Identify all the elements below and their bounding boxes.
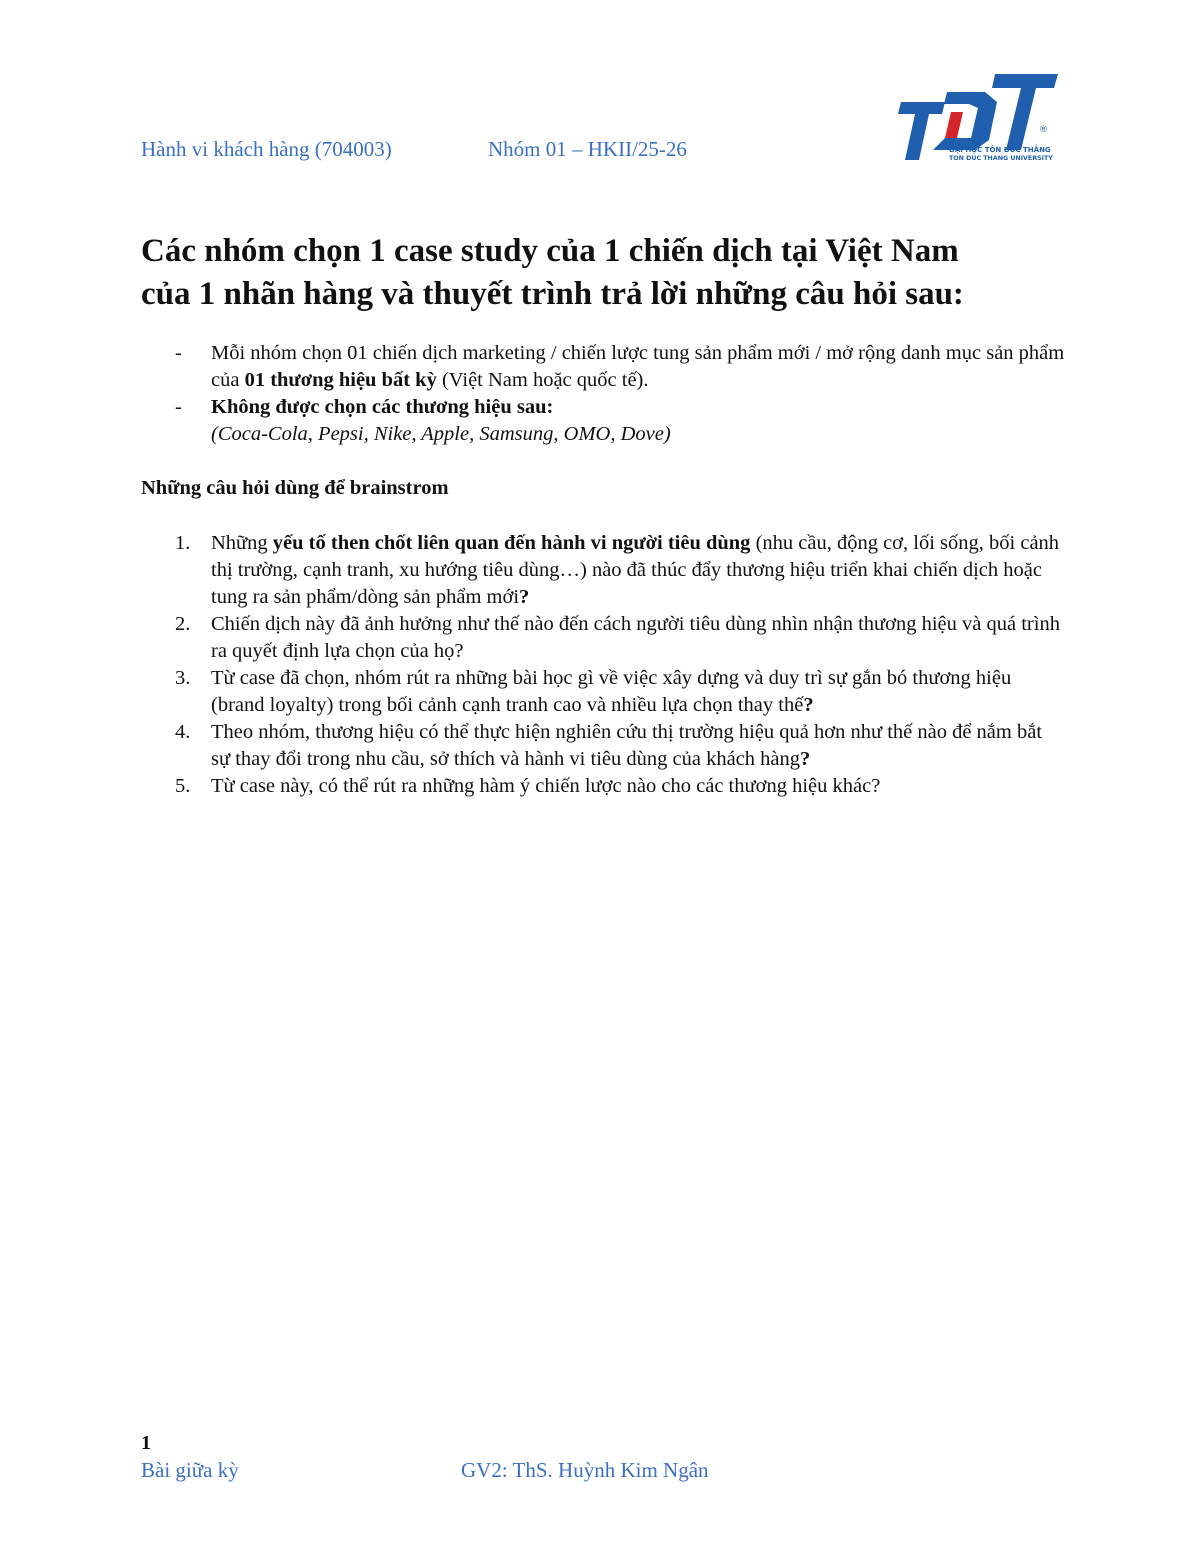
logo-line-vn: ĐẠI HỌC TÔN ĐỨC THẮNG <box>949 146 1051 154</box>
question-text-a: Từ case này, có thể rút ra những hàm ý chiến lược nào cho các thương hiệu khác? <box>211 775 881 797</box>
university-logo <box>893 68 1063 164</box>
tdt-logo-icon <box>893 68 1063 164</box>
page-number: 1 <box>141 1432 151 1454</box>
question-text-a: Theo nhóm, thương hiệu có thể thực hiện nghiên cứu thị trường hiệu quả hơn như thế nào để nắm bắt sự thay đổi trong nhu cầu, sở thích và hành vi tiêu dùng của khách hàng <box>211 721 1043 770</box>
list-item <box>141 611 1066 665</box>
list-item <box>141 530 1066 611</box>
question-text-b: (nhu cầu, động cơ, lối sống, bối cảnh thị trường, cạnh tranh, xu hướng tiêu dùng…) nào đã thúc đẩy thương hiệu triển khai chiến dịch hoặc tung ra sản phẩm/dòng sản phẩm mới <box>211 532 1060 608</box>
question-end: ? <box>800 748 811 770</box>
section-heading: Những câu hỏi dùng để brainstrom <box>141 477 449 499</box>
list-item <box>141 340 1066 394</box>
rules-list <box>141 340 1066 448</box>
bullet-dash: - <box>175 342 182 364</box>
question-number: 2. <box>175 613 191 635</box>
rule-bold: 01 thương hiệu bất kỳ <box>244 369 437 391</box>
bullet-dash: - <box>175 396 182 418</box>
list-item <box>141 773 1066 800</box>
questions-list <box>141 530 1066 800</box>
footer-exam-label: Bài giữa kỳ <box>141 1458 239 1482</box>
registered-mark: ® <box>1039 125 1048 135</box>
list-item <box>141 665 1066 719</box>
group-term: Nhóm 01 – HKII/25-26 <box>488 137 687 161</box>
rule-text-a: Mỗi nhóm chọn 01 chiến dịch marketing / chiến lược tung sản phẩm mới / mở rộng danh mục sản phẩm của <box>211 342 1065 391</box>
footer-lecturer: GV2: ThS. Huỳnh Kim Ngân <box>461 1458 709 1482</box>
question-text-a: Từ case đã chọn, nhóm rút ra những bài học gì về việc xây dựng và duy trì sự gắn bó thương hiệu (brand loyalty) trong bối cảnh cạnh tranh cao và nhiều lựa chọn thay thế <box>211 667 1012 716</box>
course-name: Hành vi khách hàng (704003) <box>141 137 392 161</box>
list-item <box>141 719 1066 773</box>
question-number: 4. <box>175 721 191 743</box>
title-line-2: của 1 nhãn hàng và thuyết trình trả lời những câu hỏi sau: <box>141 276 964 312</box>
question-end: ? <box>519 586 530 608</box>
question-bold: yếu tố then chốt liên quan đến hành vi người tiêu dùng <box>272 532 751 554</box>
question-number: 5. <box>175 775 191 797</box>
page-title <box>141 230 1061 316</box>
excluded-brands-label: Không được chọn các thương hiệu sau: <box>211 396 554 418</box>
excluded-brands-list: (Coca-Cola, Pepsi, Nike, Apple, Samsung, OMO, Dove) <box>211 423 671 445</box>
question-end: ? <box>803 694 814 716</box>
question-number: 1. <box>175 532 191 554</box>
logo-line-en: TON DUC THANG UNIVERSITY <box>949 155 1053 162</box>
question-text-a: Chiến dịch này đã ảnh hưởng như thế nào đến cách người tiêu dùng nhìn nhận thương hiệu và quá trình ra quyết định lựa chọn của họ? <box>211 613 1060 662</box>
rule-text-b: (Việt Nam hoặc quốc tế). <box>436 369 649 391</box>
title-line-1: Các nhóm chọn 1 case study của 1 chiến dịch tại Việt Nam <box>141 233 959 269</box>
question-number: 3. <box>175 667 191 689</box>
list-item <box>141 394 1066 448</box>
question-text-a: Những <box>211 532 273 554</box>
